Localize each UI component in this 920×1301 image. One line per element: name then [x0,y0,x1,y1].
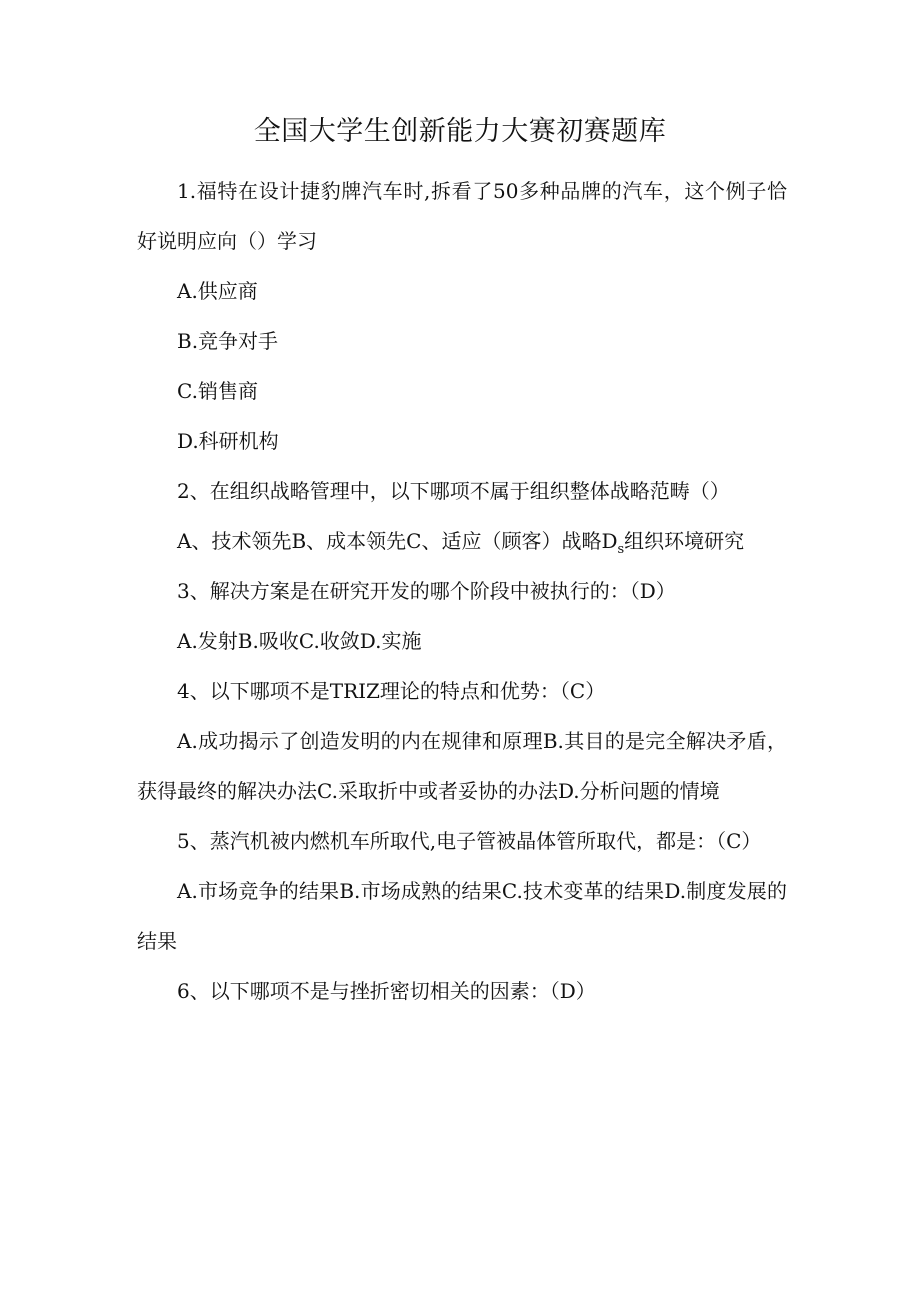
question-2: 2、在组织战略管理中，以下哪项不属于组织整体战略范畴（） [177,479,730,503]
question-5: 5、蒸汽机被内燃机车所取代,电子管被晶体管所取代，都是：（C） [177,829,762,853]
question-2-options-subscript: s [617,542,625,557]
question-1-option-c: C.销售商 [177,379,258,403]
question-4: 4、以下哪项不是TRIZ理论的特点和优势：（C） [177,679,606,703]
question-5-options: A.市场竞争的结果B.市场成熟的结果C.技术变革的结果D.制度发展的结果 [137,879,787,953]
question-1: 1.福特在设计捷豹牌汽车时,拆看了50多种品牌的汽车，这个例子恰好说明应向（）学习 [137,179,787,253]
question-3-options: A.发射B.吸收C.收敛D.实施 [177,629,422,653]
question-2-options-text-end: 组织环境研究 [624,529,745,553]
question-4-options: A.成功揭示了创造发明的内在规律和原理B.其目的是完全解决矛盾，获得最终的解决办法C.采取折中或者妥协的办法D.分析问题的情境 [137,729,787,803]
question-1-option-b: B.竞争对手 [177,329,279,353]
question-1-option-d: D.科研机构 [177,429,279,453]
question-list [137,166,787,1016]
question-2-options [137,516,787,566]
question-3: 3、解决方案是在研究开发的哪个阶段中被执行的：（D） [177,579,676,603]
question-2-options-text: A、技术领先B、成本领先C、适应（顾客）战略D [177,529,618,553]
question-1-option-a: A.供应商 [177,279,258,303]
question-6: 6、以下哪项不是与挫折密切相关的因素：（D） [177,979,596,1003]
document-title: 全国大学生创新能力大赛初赛题库 [253,116,667,147]
